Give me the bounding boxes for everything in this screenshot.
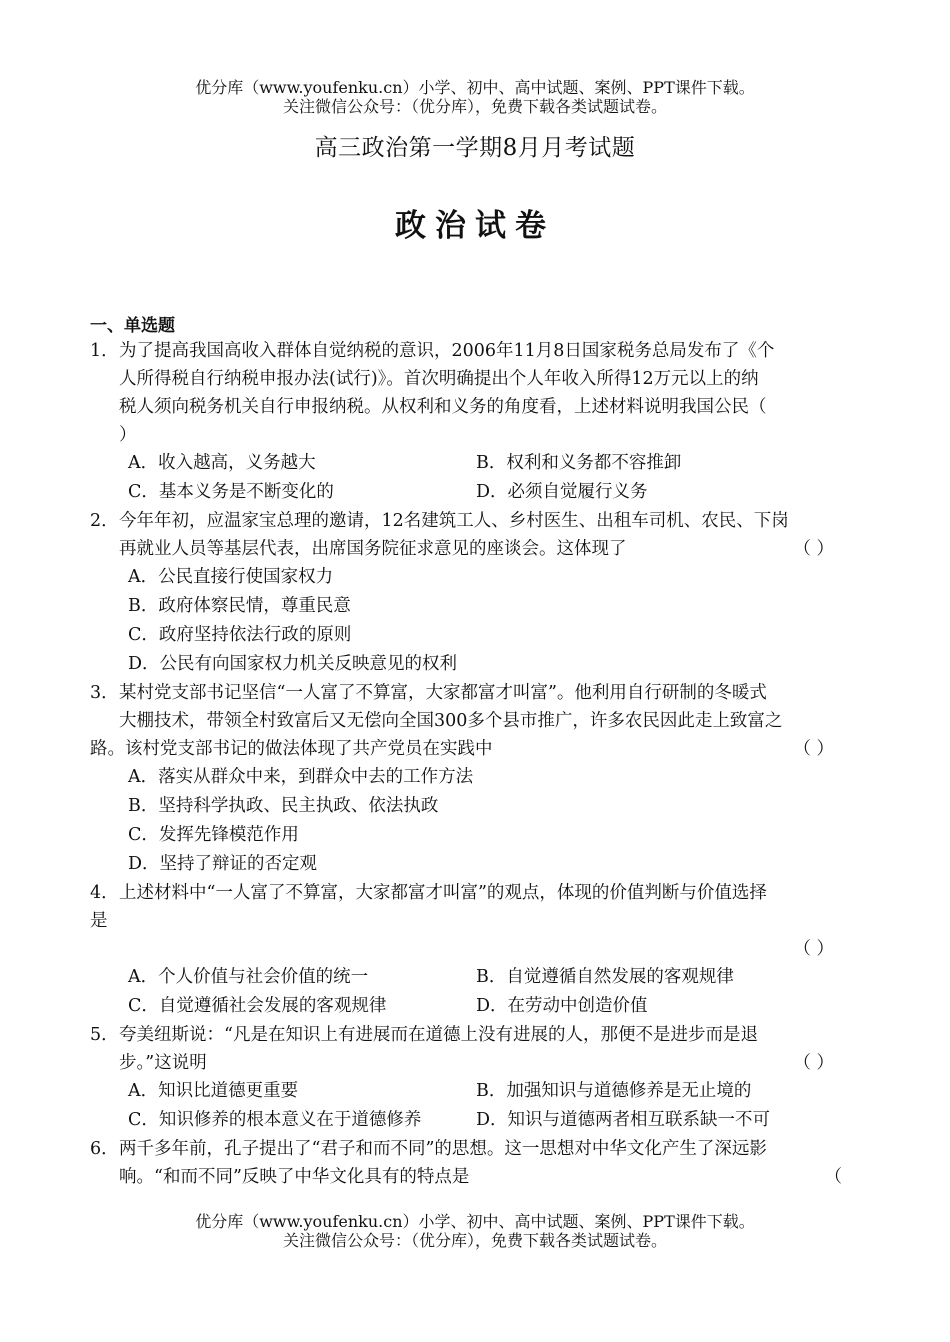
question-text-line: 是: [90, 911, 108, 931]
header-line-1: 优分库（www.youfenku.cn）小学、初中、高中试题、案例、PPT课件下载。: [195, 78, 755, 97]
section-heading: 一、单选题: [90, 316, 175, 336]
option-b: B．自觉遵循自然发展的客观规律: [476, 967, 734, 987]
question-number: 4．: [90, 883, 119, 903]
page-header: [0, 78, 950, 116]
option-c: C．知识修养的根本意义在于道德修养: [128, 1110, 422, 1130]
option-b: B．坚持科学执政、民主执政、依法执政: [128, 796, 439, 816]
questions-body: [90, 337, 862, 1191]
answer-parentheses: （ ）: [793, 739, 834, 759]
question-text-line: 税人须向税务机关自行申报纳税。从权利和义务的角度看，上述材料说明我国公民（: [119, 397, 767, 417]
answer-parentheses: （ ）: [793, 1053, 834, 1073]
option-d: D．知识与道德两者相互联系缺一不可: [476, 1110, 771, 1130]
exam-title: 政治试卷: [395, 208, 555, 244]
option-d: D．必须自觉履行义务: [476, 482, 648, 502]
option-b: B．政府体察民情，尊重民意: [128, 596, 351, 616]
footer-line-1: 优分库（www.youfenku.cn）小学、初中、高中试题、案例、PPT课件下载。: [195, 1212, 755, 1231]
option-a: A．知识比道德更重要: [128, 1081, 299, 1101]
option-d: D．坚持了辩证的否定观: [128, 854, 318, 874]
option-a: A．公民直接行使国家权力: [128, 567, 334, 587]
option-c: C．发挥先锋模范作用: [128, 825, 299, 845]
footer-line-2: 关注微信公众号：（优分库），免费下载各类试题试卷。: [282, 1231, 667, 1250]
question-text-line: 大棚技术，带领全村致富后又无偿向全国300多个县市推广，许多农民因此走上致富之: [119, 711, 783, 731]
exam-subtitle: 高三政治第一学期8月月考试题: [314, 135, 636, 161]
question-2: [90, 507, 862, 679]
option-c: C．政府坚持依法行政的原则: [128, 625, 352, 645]
question-number: 6．: [90, 1139, 119, 1159]
question-text-line: 人所得税自行纳税申报办法(试行)》。首次明确提出个人年收入所得12万元以上的纳: [119, 369, 759, 389]
question-text-line: 某村党支部书记坚信“一人富了不算富，大家都富才叫富”。他利用自行研制的冬暖式: [119, 683, 767, 703]
option-b: B．加强知识与道德修养是无止境的: [476, 1081, 752, 1101]
question-3: [90, 679, 862, 879]
option-c: C．自觉遵循社会发展的客观规律: [128, 996, 387, 1016]
question-number: 5．: [90, 1025, 119, 1045]
question-6: [90, 1135, 862, 1191]
question-text-line: 上述材料中“一人富了不算富，大家都富才叫富”的观点，体现的价值判断与价值选择: [119, 883, 767, 903]
option-a: A．个人价值与社会价值的统一: [128, 967, 369, 987]
answer-parentheses: （ ）: [793, 939, 834, 959]
question-text-line: 步。”这说明: [119, 1053, 207, 1073]
question-text-line: 夸美纽斯说：“凡是在知识上有进展而在道德上没有进展的人，那便不是进步而是退: [119, 1025, 758, 1045]
question-text-line: 路。该村党支部书记的做法体现了共产党员在实践中: [90, 739, 493, 759]
question-text-line: 为了提高我国高收入群体自觉纳税的意识，2006年11月8日国家税务总局发布了《个: [119, 341, 775, 361]
question-number: 2．: [90, 511, 119, 531]
header-line-2: 关注微信公众号：（优分库），免费下载各类试题试卷。: [282, 97, 667, 116]
question-1: [90, 337, 862, 507]
answer-parentheses: （: [824, 1167, 842, 1187]
question-number: 3．: [90, 683, 119, 703]
answer-parentheses: （ ）: [793, 539, 834, 559]
option-b: B．权利和义务都不容推卸: [476, 453, 682, 473]
option-a: A．收入越高，义务越大: [128, 453, 316, 473]
option-d: D．在劳动中创造价值: [476, 996, 648, 1016]
question-text-line: ）: [119, 425, 137, 445]
question-5: [90, 1021, 862, 1135]
question-text-line: 响。“和而不同”反映了中华文化具有的特点是: [119, 1167, 470, 1187]
question-text-line: 今年年初，应温家宝总理的邀请，12名建筑工人、乡村医生、出租车司机、农民、下岗: [119, 511, 789, 531]
option-c: C．基本义务是不断变化的: [128, 482, 334, 502]
question-4: [90, 879, 862, 1021]
page-footer: [0, 1212, 950, 1250]
question-text-line: 再就业人员等基层代表，出席国务院征求意见的座谈会。这体现了: [119, 539, 627, 559]
question-number: 1．: [90, 341, 119, 361]
question-text-line: 两千多年前，孔子提出了“君子和而不同”的思想。这一思想对中华文化产生了深远影: [119, 1139, 767, 1159]
option-a: A．落实从群众中来，到群众中去的工作方法: [128, 767, 474, 787]
option-d: D．公民有向国家权力机关反映意见的权利: [128, 654, 458, 674]
